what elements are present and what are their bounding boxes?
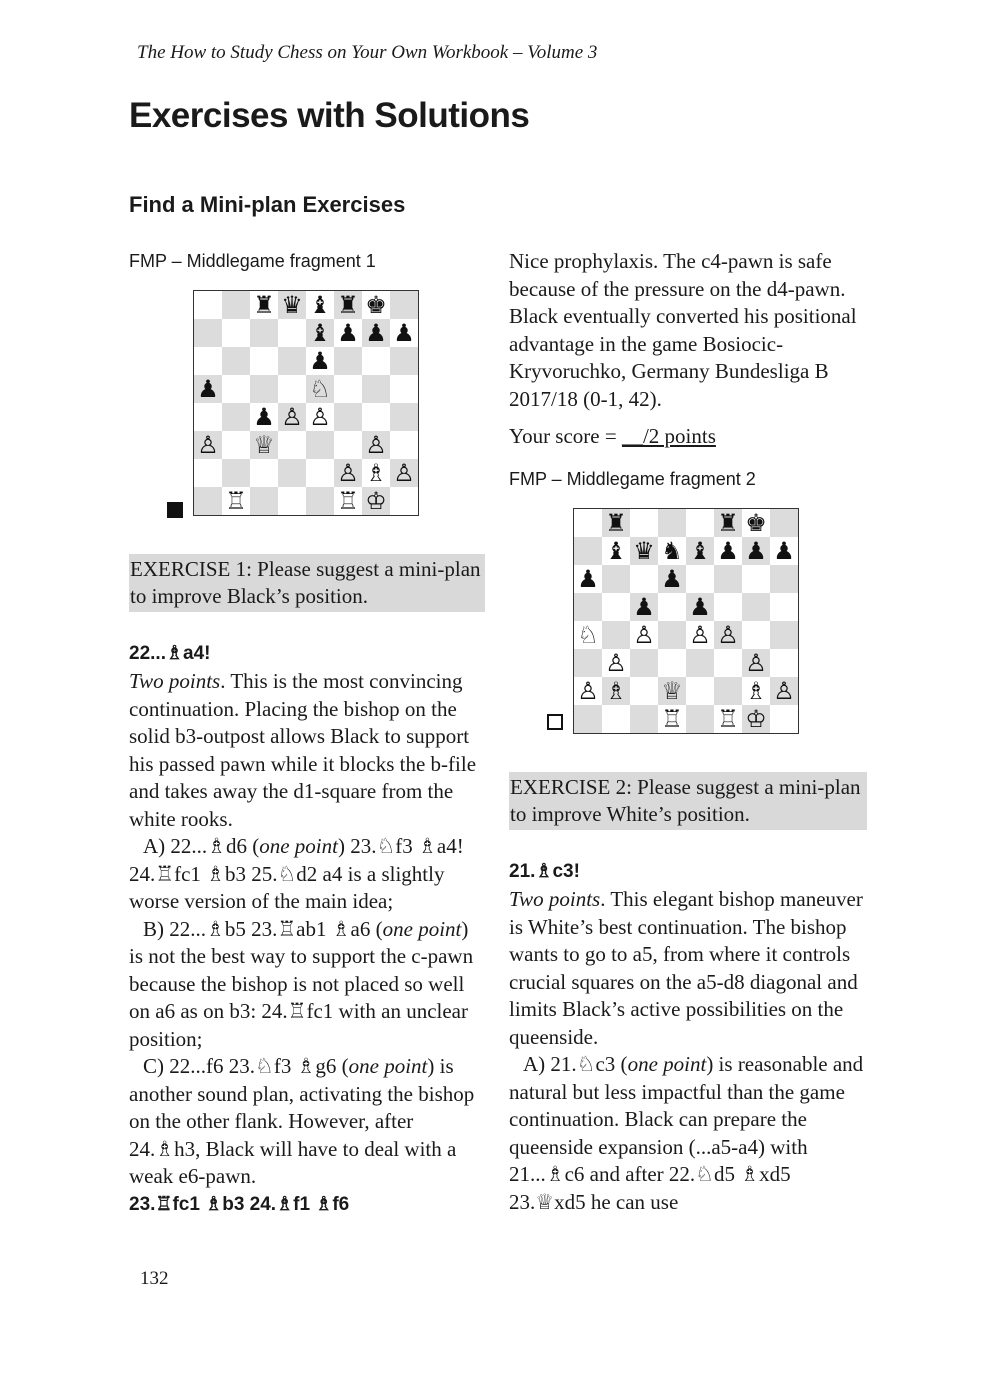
solution-paragraph [509, 886, 867, 1051]
variation-text: B) 22...♗b5 23.♖ab1 ♗a6 ( [143, 916, 383, 941]
board-square [334, 291, 362, 319]
chess-piece-icon: ♟ [365, 319, 387, 347]
board-square [278, 403, 306, 431]
board-square [602, 593, 630, 621]
board-square [658, 621, 686, 649]
board-square [630, 593, 658, 621]
black-to-move-marker [167, 502, 183, 518]
board-square [390, 347, 418, 375]
chess-piece-icon: ♔ [745, 705, 767, 733]
closing-moves: 23.♖fc1 ♗b3 24.♗f1 ♗f6 [129, 1193, 350, 1215]
board-square [630, 621, 658, 649]
chess-piece-icon: ♗ [605, 677, 627, 705]
board-square [630, 705, 658, 733]
board-square [686, 677, 714, 705]
board-square [714, 565, 742, 593]
points-label: Two points [509, 887, 601, 911]
board-square [334, 375, 362, 403]
chess-piece-icon: ♙ [745, 649, 767, 677]
board-square [362, 403, 390, 431]
variations-list [509, 1051, 867, 1216]
board-square [362, 375, 390, 403]
chess-piece-icon: ♗ [745, 677, 767, 705]
chess-piece-icon: ♙ [717, 621, 739, 649]
chess-piece-icon: ♙ [281, 403, 303, 431]
board-square [362, 347, 390, 375]
board-square [574, 565, 602, 593]
solution-move-heading: 22...♗a4! [129, 643, 211, 664]
fragment-label: FMP – Middlegame fragment 1 [129, 251, 376, 271]
chess-piece-icon: ♙ [309, 403, 331, 431]
board-square [250, 291, 278, 319]
board-square [390, 459, 418, 487]
chess-piece-icon: ♜ [605, 509, 627, 537]
board-square [334, 459, 362, 487]
fragment-label: FMP – Middlegame fragment 2 [509, 469, 756, 489]
board-square [602, 565, 630, 593]
board-square [574, 705, 602, 733]
board-square [742, 677, 770, 705]
section-title: Find a Mini-plan Exercises [129, 192, 406, 217]
board-square [770, 649, 798, 677]
chess-piece-icon: ♖ [661, 705, 683, 733]
board-square [334, 431, 362, 459]
board-square [686, 621, 714, 649]
variation-line [129, 1053, 485, 1191]
board-square [686, 537, 714, 565]
board-square [306, 403, 334, 431]
chess-piece-icon: ♗ [365, 459, 387, 487]
chess-piece-icon: ♕ [253, 431, 275, 459]
board-square [222, 347, 250, 375]
board-square [222, 459, 250, 487]
chess-piece-icon: ♛ [633, 537, 655, 565]
board-square [278, 487, 306, 515]
board-square [686, 649, 714, 677]
chess-piece-icon: ♙ [689, 621, 711, 649]
board-square [658, 509, 686, 537]
board-square [334, 403, 362, 431]
chess-piece-icon: ♟ [393, 319, 415, 347]
chess-piece-icon: ♝ [309, 291, 331, 319]
score-prefix: Your score = [509, 424, 622, 448]
variation-line [509, 1051, 867, 1216]
board-square [362, 291, 390, 319]
diagram-wrapper [129, 290, 485, 530]
board-square [250, 403, 278, 431]
board-square [658, 705, 686, 733]
variation-text: A) 22...♗d6 ( [143, 834, 260, 858]
left-column [129, 248, 485, 1219]
board-square [194, 347, 222, 375]
board-square [250, 375, 278, 403]
chess-piece-icon: ♟ [745, 537, 767, 565]
board-square [334, 319, 362, 347]
board-square [362, 319, 390, 347]
board-square [574, 537, 602, 565]
board-square [390, 375, 418, 403]
board-square [686, 509, 714, 537]
chess-piece-icon: ♝ [605, 537, 627, 565]
board-square [742, 621, 770, 649]
variation-text: A) 21.♘c3 ( [523, 1052, 628, 1076]
board-square [602, 621, 630, 649]
board-square [770, 593, 798, 621]
board-square [278, 347, 306, 375]
board-square [742, 537, 770, 565]
solution-move-heading: 21.♗c3! [509, 861, 580, 882]
chess-piece-icon: ♝ [309, 319, 331, 347]
board-square [658, 565, 686, 593]
chess-piece-icon: ♟ [633, 593, 655, 621]
chess-piece-icon: ♚ [745, 509, 767, 537]
solution-text: . This elegant bishop maneuver is White’s best continuation. The bishop wants to go to a5, from where it controls crucial squares on the a5-d8 diagonal and limits Black’s active possibilities on the queenside. [509, 887, 863, 1049]
page-number: 132 [140, 1268, 169, 1289]
points-label: one point [259, 834, 338, 858]
board-square [250, 487, 278, 515]
board-square [602, 509, 630, 537]
exercise-prompt: EXERCISE 1: Please suggest a mini-plan to improve Black’s position. [129, 554, 485, 612]
board-square [306, 487, 334, 515]
board-square [602, 537, 630, 565]
chess-piece-icon: ♙ [577, 677, 599, 705]
chess-piece-icon: ♟ [773, 537, 795, 565]
chess-piece-icon: ♟ [717, 537, 739, 565]
chess-piece-icon: ♙ [197, 431, 219, 459]
board-square [630, 509, 658, 537]
board-square [306, 375, 334, 403]
right-column [509, 248, 867, 1216]
board-square [222, 291, 250, 319]
board-square [714, 649, 742, 677]
board-square [250, 459, 278, 487]
board-square [714, 537, 742, 565]
board-square [686, 705, 714, 733]
chess-piece-icon: ♙ [365, 431, 387, 459]
board-square [390, 319, 418, 347]
variation-line [129, 916, 485, 1054]
variation-text: ) is reasonable and natural but less impactful than the game continuation. Black can prepare the queenside expansion (...a5-a4) with 21...♗c6 and after 22.♘d5 ♗xd5 23.♕xd5 he can use [509, 1052, 864, 1214]
board-square [278, 459, 306, 487]
board-square [770, 509, 798, 537]
solution-paragraph [129, 668, 485, 833]
chess-piece-icon: ♝ [689, 537, 711, 565]
chess-piece-icon: ♟ [197, 375, 219, 403]
board-square [306, 347, 334, 375]
chess-piece-icon: ♘ [577, 621, 599, 649]
chess-piece-icon: ♟ [337, 319, 359, 347]
board-square [222, 487, 250, 515]
board-square [714, 621, 742, 649]
board-square [602, 677, 630, 705]
board-square [602, 649, 630, 677]
board-square [770, 565, 798, 593]
variation-line [129, 833, 485, 916]
board-square [362, 459, 390, 487]
chess-board [193, 290, 419, 516]
board-square [714, 509, 742, 537]
variations-list [129, 833, 485, 1191]
chess-piece-icon: ♟ [253, 403, 275, 431]
chess-piece-icon: ♖ [337, 487, 359, 515]
chess-piece-icon: ♜ [717, 509, 739, 537]
board-square [630, 677, 658, 705]
points-label: one point [627, 1052, 707, 1076]
board-square [362, 431, 390, 459]
board-square [222, 403, 250, 431]
board-square [390, 431, 418, 459]
board-square [278, 319, 306, 347]
board-square [222, 319, 250, 347]
board-square [306, 319, 334, 347]
variation-text: C) 22...f6 23.♘f3 ♗g6 ( [143, 1054, 349, 1078]
board-square [334, 487, 362, 515]
board-square [334, 347, 362, 375]
chess-piece-icon: ♖ [225, 487, 247, 515]
chess-piece-icon: ♘ [309, 375, 331, 403]
board-square [278, 431, 306, 459]
chess-piece-icon: ♜ [253, 291, 275, 319]
board-square [574, 621, 602, 649]
board-square [306, 459, 334, 487]
board-square [574, 509, 602, 537]
board-square [714, 705, 742, 733]
continuation-text: Nice prophylaxis. The c4-pawn is safe because of the pressure on the d4-pawn. Black eventually converted his positional advantage in the game Bosiocic-Kryvoruchko, Germany Bundesliga B 2017/18 (0-1, 42). [509, 249, 857, 411]
board-square [222, 375, 250, 403]
board-square [714, 593, 742, 621]
board-square [658, 649, 686, 677]
board-square [194, 459, 222, 487]
board-square [658, 537, 686, 565]
board-square [742, 649, 770, 677]
board-square [390, 403, 418, 431]
chess-piece-icon: ♕ [661, 677, 683, 705]
exercise-prompt: EXERCISE 2: Please suggest a mini-plan to improve White’s position. [509, 772, 867, 830]
board-square [770, 705, 798, 733]
chess-piece-icon: ♟ [689, 593, 711, 621]
chess-piece-icon: ♙ [773, 677, 795, 705]
board-square [250, 431, 278, 459]
chess-piece-icon: ♔ [365, 487, 387, 515]
board-square [770, 677, 798, 705]
board-square [658, 677, 686, 705]
score-blank: __/2 points [621, 424, 716, 448]
board-square [194, 487, 222, 515]
board-square [742, 593, 770, 621]
chess-piece-icon: ♙ [633, 621, 655, 649]
board-square [630, 537, 658, 565]
board-square [362, 487, 390, 515]
board-square [574, 677, 602, 705]
chess-piece-icon: ♟ [309, 347, 331, 375]
board-square [602, 705, 630, 733]
board-square [630, 565, 658, 593]
points-label: one point [348, 1054, 428, 1078]
board-square [742, 705, 770, 733]
chapter-title: Exercises with Solutions [129, 96, 530, 135]
variation-text: ) is not the best way to support the c-pawn because the bishop is not placed so well on a6 as on b3: 24.♖fc1 with an unclear position; [129, 916, 474, 1051]
board-square [194, 319, 222, 347]
board-square [194, 431, 222, 459]
score-line [509, 423, 867, 450]
board-square [194, 291, 222, 319]
board-square [222, 431, 250, 459]
board-square [770, 537, 798, 565]
chess-piece-icon: ♟ [577, 565, 599, 593]
solution-text: . This is the most convincing continuation. Placing the bishop on the solid b3-outpost allows Black to support his passed pawn while it blocks the b-file and takes away the d1-square from the white rooks. [129, 669, 477, 831]
running-head: The How to Study Chess on Your Own Workbook – Volume 3 [137, 42, 598, 63]
board-square [306, 431, 334, 459]
board-square [770, 621, 798, 649]
chess-board [573, 508, 799, 734]
board-square [278, 291, 306, 319]
board-square [250, 347, 278, 375]
board-square [278, 375, 306, 403]
board-square [194, 403, 222, 431]
board-square [658, 593, 686, 621]
board-square [630, 649, 658, 677]
board-square [574, 649, 602, 677]
board-square [306, 291, 334, 319]
chess-piece-icon: ♙ [337, 459, 359, 487]
chess-piece-icon: ♟ [661, 565, 683, 593]
board-square [742, 565, 770, 593]
board-square [686, 593, 714, 621]
board-square [390, 487, 418, 515]
chess-piece-icon: ♜ [337, 291, 359, 319]
chess-piece-icon: ♖ [717, 705, 739, 733]
board-square [390, 291, 418, 319]
chess-piece-icon: ♚ [365, 291, 387, 319]
board-square [194, 375, 222, 403]
white-to-move-marker [547, 714, 563, 730]
chess-piece-icon: ♙ [605, 649, 627, 677]
diagram-wrapper [509, 508, 867, 748]
chess-piece-icon: ♙ [393, 459, 415, 487]
points-label: one point [382, 916, 462, 941]
variation-text: ) is another sound plan, activating the bishop on the other flank. However, after 24.♗h3, Black will have to deal with a weak e6-pawn. [129, 1054, 475, 1188]
board-square [714, 677, 742, 705]
board-square [742, 509, 770, 537]
chess-piece-icon: ♞ [661, 537, 683, 565]
variation-text: ) 23.♘f3 ♗a4! 24.♖fc1 ♗b3 25.♘d2 a4 is a slightly worse version of the main idea; [129, 834, 464, 913]
board-square [250, 319, 278, 347]
board-square [686, 565, 714, 593]
chess-piece-icon: ♛ [281, 291, 303, 319]
points-label: Two points [129, 669, 221, 693]
board-square [574, 593, 602, 621]
